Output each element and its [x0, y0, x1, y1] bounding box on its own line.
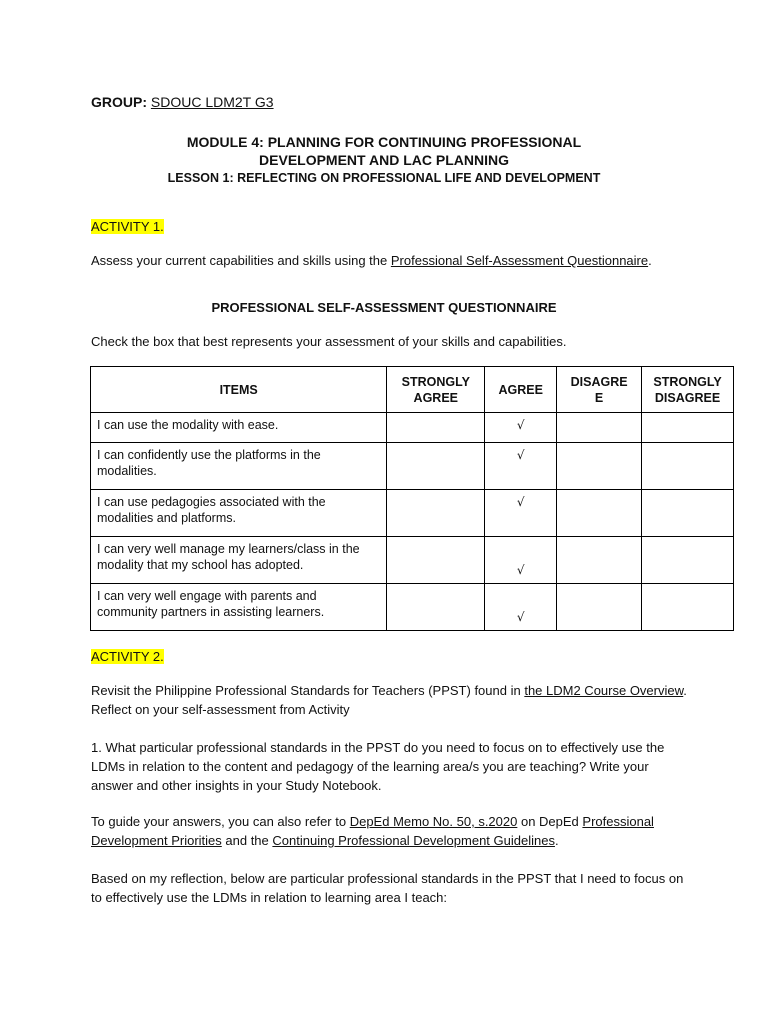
table-header-row	[91, 367, 734, 413]
cpd-guidelines-link[interactable]: Continuing Professional Development Guidelines	[272, 833, 555, 848]
revisit-text-before: Revisit the Philippine Professional Standards for Teachers (PPST) found in	[91, 683, 525, 698]
activity1-highlight: ACTIVITY 1.	[91, 219, 164, 234]
guide-text-after: .	[554, 833, 559, 848]
guide-paragraph	[91, 812, 691, 850]
group-line	[91, 94, 274, 110]
pd-priorities-link[interactable]: Professional Development Priorities	[91, 814, 654, 848]
cell-disagree[interactable]	[557, 490, 642, 537]
guide-text-before: To guide your answers, you can also refer to	[91, 814, 350, 829]
cell-agree[interactable]: √	[485, 413, 557, 443]
table-row	[91, 537, 734, 584]
group-value: SDOUC LDM2T G3	[150, 94, 274, 110]
activity1-text-after: .	[648, 253, 652, 268]
revisit-paragraph	[91, 681, 691, 719]
check-instruction: Check the box that best represents your assessment of your skills and capabilities.	[91, 334, 567, 349]
cell-strongly-agree[interactable]	[387, 490, 485, 537]
row-item: I can use pedagogies associated with the modalities and platforms.	[91, 490, 387, 537]
header-agree: AGREE	[485, 367, 557, 413]
lesson-title: LESSON 1: REFLECTING ON PROFESSIONAL LIFE AND DEVELOPMENT	[167, 171, 601, 185]
cell-disagree[interactable]	[557, 413, 642, 443]
deped-memo-link[interactable]: DepEd Memo No. 50, s.2020	[349, 814, 518, 829]
module-title-line2: DEVELOPMENT AND LAC PLANNING	[259, 152, 509, 168]
guide-text-mid2: and the	[221, 833, 273, 848]
activity2-label	[91, 649, 164, 664]
table-row	[91, 443, 734, 490]
row-item: I can confidently use the platforms in the modalities.	[91, 443, 387, 490]
activity1-label	[91, 219, 164, 234]
header-disagree: DISAGRE E	[557, 367, 642, 413]
activity1-instructions	[91, 252, 678, 269]
cell-strongly-agree[interactable]	[387, 413, 485, 443]
cell-agree[interactable]: √	[485, 537, 557, 584]
cell-strongly-agree[interactable]	[387, 584, 485, 631]
cell-strongly-disagree[interactable]	[642, 537, 734, 584]
cell-strongly-agree[interactable]	[387, 537, 485, 584]
row-item: I can very well manage my learners/class in the modality that my school has adopted.	[91, 537, 387, 584]
row-item: I can use the modality with ease.	[91, 413, 387, 443]
module-title-line1: MODULE 4: PLANNING FOR CONTINUING PROFESSIONAL	[186, 134, 582, 150]
assessment-table	[90, 366, 734, 631]
cell-disagree[interactable]	[557, 584, 642, 631]
header-items: ITEMS	[91, 367, 387, 413]
cell-agree[interactable]: √	[485, 584, 557, 631]
cell-strongly-agree[interactable]	[387, 443, 485, 490]
cell-agree[interactable]: √	[485, 443, 557, 490]
cell-strongly-disagree[interactable]	[642, 413, 734, 443]
questionnaire-title: PROFESSIONAL SELF-ASSESSMENT QUESTIONNAIRE	[211, 300, 557, 315]
guide-text-mid1: on DepEd	[517, 814, 583, 829]
revisit-text-after: . Reflect on your self-assessment from Activity	[91, 683, 687, 717]
header-strongly-agree: STRONGLY AGREE	[387, 367, 485, 413]
cell-strongly-disagree[interactable]	[642, 443, 734, 490]
questionnaire-link[interactable]: Professional Self-Assessment Questionnaire	[390, 253, 649, 268]
reflection-paragraph: Based on my reflection, below are particular professional standards in the PPST that I need to focus on to effectively use the LDMs in relation to learning area I teach:	[91, 871, 684, 905]
group-label: GROUP:	[91, 94, 147, 110]
table-row	[91, 413, 734, 443]
cell-strongly-disagree[interactable]	[642, 490, 734, 537]
course-overview-link[interactable]: the LDM2 Course Overview	[524, 683, 684, 698]
header-strongly-disagree: STRONGLY DISAGREE	[642, 367, 734, 413]
question-1: 1. What particular professional standards in the PPST do you need to focus on to effectively use the LDMs in relation to the content and pedagogy of the learning area/s you are teaching? Write your answer and other insights in your Study Notebook.	[91, 740, 665, 793]
cell-disagree[interactable]	[557, 537, 642, 584]
row-item: I can very well engage with parents and community partners in assisting learners.	[91, 584, 387, 631]
activity1-text-before: Assess your current capabilities and skills using the	[91, 253, 391, 268]
cell-agree[interactable]: √	[485, 490, 557, 537]
activity2-highlight: ACTIVITY 2.	[91, 649, 164, 664]
table-row	[91, 584, 734, 631]
table-row	[91, 490, 734, 537]
cell-strongly-disagree[interactable]	[642, 584, 734, 631]
cell-disagree[interactable]	[557, 443, 642, 490]
